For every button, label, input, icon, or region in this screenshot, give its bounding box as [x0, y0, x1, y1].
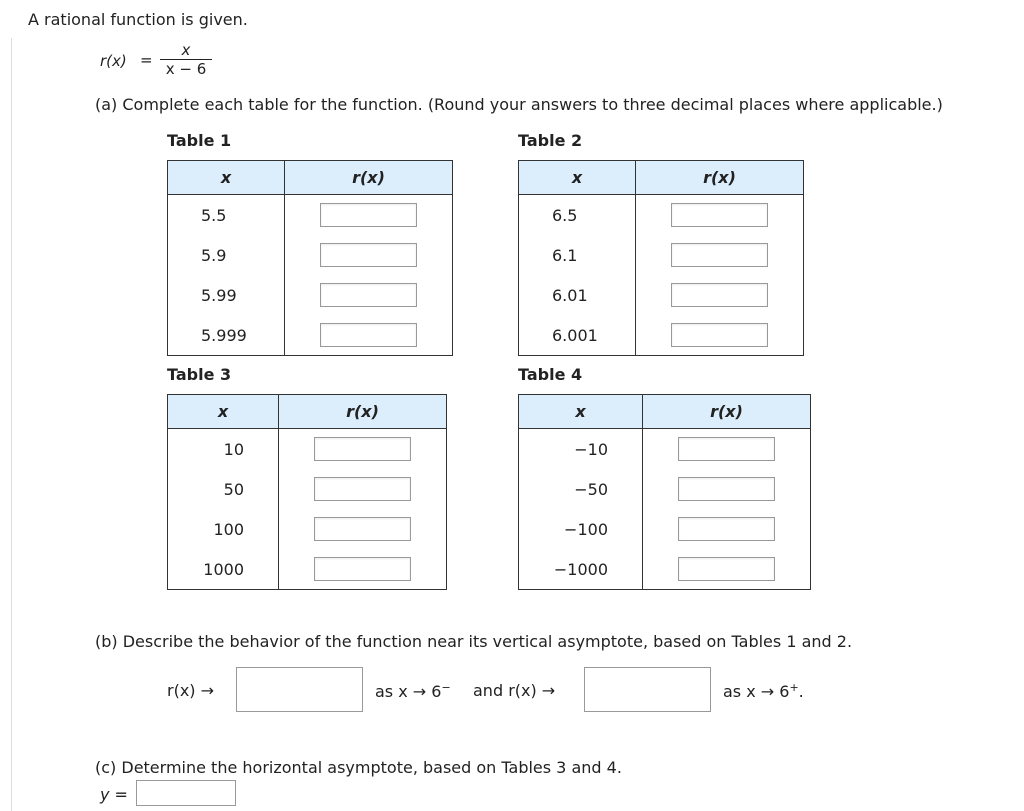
table-3-x-4: 1000	[168, 549, 279, 590]
table-row	[168, 549, 447, 590]
table-4	[518, 394, 811, 590]
table-3-input-2[interactable]	[314, 477, 411, 501]
table-3-x-1: 10	[168, 429, 279, 470]
table-1-input-3[interactable]	[320, 283, 417, 307]
table-2-title: Table 2	[518, 131, 583, 150]
function-fraction	[160, 42, 212, 78]
table-2-input-1[interactable]	[671, 203, 768, 227]
table-1-title: Table 1	[167, 131, 232, 150]
table-row	[168, 509, 447, 549]
table-row	[519, 429, 811, 470]
table-row	[168, 195, 453, 236]
table-1-x-3: 5.99	[168, 275, 285, 315]
table-1-input-4[interactable]	[320, 323, 417, 347]
table-4-header-r: r(x)	[643, 395, 811, 429]
table-row	[519, 509, 811, 549]
table-1	[167, 160, 453, 356]
part-b-end-text: as x → 6	[723, 682, 790, 701]
table-4-x-2: −50	[519, 469, 643, 509]
table-3-input-1[interactable]	[314, 437, 411, 461]
function-numerator: x	[160, 42, 212, 60]
part-b-and: and r(x) →	[473, 681, 556, 700]
table-1-x-4: 5.999	[168, 315, 285, 356]
table-3-header-r: r(x)	[279, 395, 447, 429]
table-2-input-4[interactable]	[671, 323, 768, 347]
part-b-mid-text: as x → 6	[375, 682, 442, 701]
table-4-input-2[interactable]	[678, 477, 775, 501]
table-3-title: Table 3	[167, 365, 232, 384]
y-label: y =	[100, 785, 128, 804]
part-b-end-sup: +	[789, 681, 799, 694]
part-b-prompt: (b) Describe the behavior of the function near its vertical asymptote, based on Tables 1 and 2.	[95, 632, 853, 651]
horizontal-asymptote-input[interactable]	[136, 780, 236, 806]
intro-text: A rational function is given.	[28, 10, 248, 29]
table-3-input-4[interactable]	[314, 557, 411, 581]
table-row	[168, 429, 447, 470]
table-4-header-x: x	[519, 395, 643, 429]
table-2-x-4: 6.001	[519, 315, 636, 356]
table-4-x-1: −10	[519, 429, 643, 470]
table-row	[168, 275, 453, 315]
table-4-x-4: −1000	[519, 549, 643, 590]
function-equals: =	[140, 51, 153, 69]
part-b-mid-sup: −	[441, 681, 451, 694]
table-3-x-2: 50	[168, 469, 279, 509]
table-row	[168, 469, 447, 509]
part-b-mid	[375, 681, 451, 701]
table-1-x-2: 5.9	[168, 235, 285, 275]
table-3	[167, 394, 447, 590]
table-2-header-r: r(x)	[636, 161, 804, 195]
table-1-header-x: x	[168, 161, 285, 195]
table-3-header-x: x	[168, 395, 279, 429]
table-row	[519, 235, 804, 275]
table-4-input-4[interactable]	[678, 557, 775, 581]
table-3-x-3: 100	[168, 509, 279, 549]
part-a-prompt: (a) Complete each table for the function. (Round your answers to three decimal places where applicable.)	[95, 95, 943, 114]
function-denominator: x − 6	[165, 60, 207, 78]
table-4-x-3: −100	[519, 509, 643, 549]
table-row	[519, 195, 804, 236]
table-2-x-3: 6.01	[519, 275, 636, 315]
table-2-x-2: 6.1	[519, 235, 636, 275]
table-2-input-3[interactable]	[671, 283, 768, 307]
table-1-header-r: r(x)	[285, 161, 453, 195]
part-b-end	[723, 681, 804, 701]
table-1-input-1[interactable]	[320, 203, 417, 227]
table-2-header-x: x	[519, 161, 636, 195]
table-4-input-3[interactable]	[678, 517, 775, 541]
table-row	[168, 315, 453, 356]
table-2-x-1: 6.5	[519, 195, 636, 236]
part-b-lhs: r(x) →	[167, 681, 215, 700]
table-row	[519, 469, 811, 509]
left-limit-input[interactable]	[236, 667, 363, 712]
table-1-input-2[interactable]	[320, 243, 417, 267]
table-4-input-1[interactable]	[678, 437, 775, 461]
table-row	[519, 275, 804, 315]
table-3-input-3[interactable]	[314, 517, 411, 541]
table-4-title: Table 4	[518, 365, 583, 384]
part-c-prompt: (c) Determine the horizontal asymptote, based on Tables 3 and 4.	[95, 758, 622, 777]
table-2	[518, 160, 804, 356]
function-lhs: r(x)	[100, 52, 127, 70]
table-1-x-1: 5.5	[168, 195, 285, 236]
table-row	[168, 235, 453, 275]
table-row	[519, 315, 804, 356]
table-row	[519, 549, 811, 590]
part-b-end-period: .	[798, 682, 804, 701]
table-2-input-2[interactable]	[671, 243, 768, 267]
right-limit-input[interactable]	[584, 667, 711, 712]
page-border	[11, 38, 12, 811]
